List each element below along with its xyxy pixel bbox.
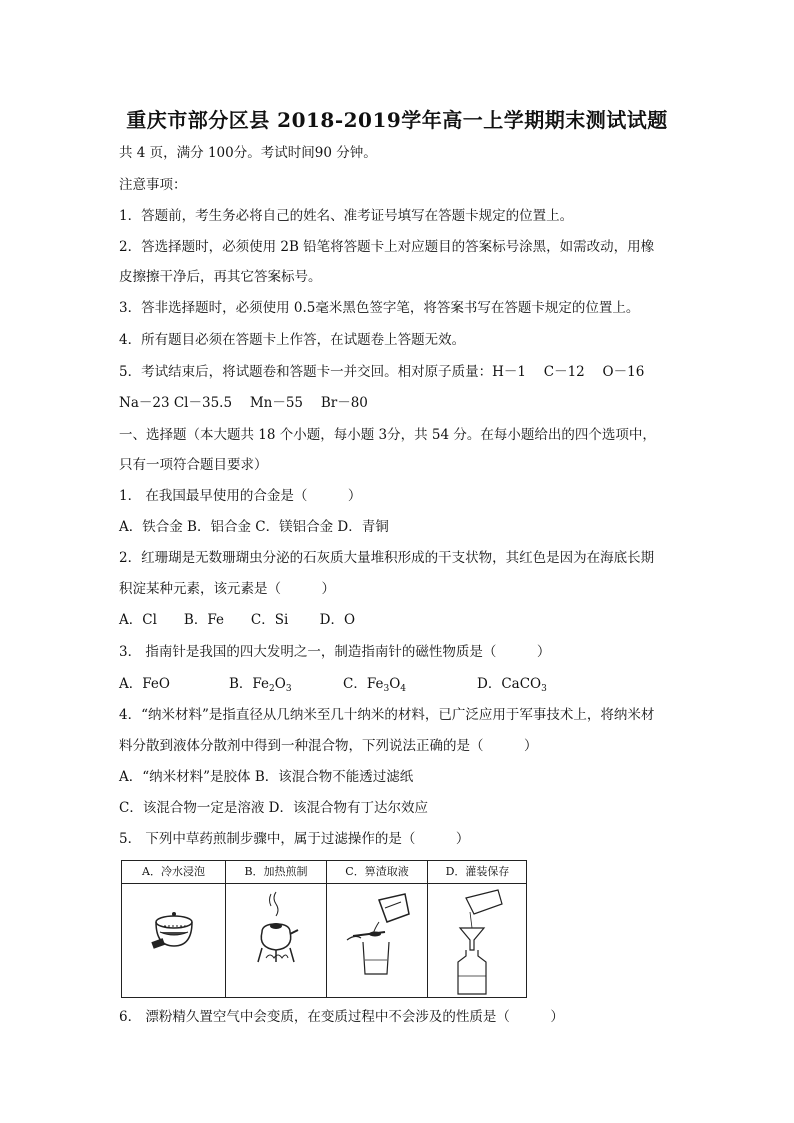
question-5-stem: 5． 下列中草药煎制步骤中，属于过滤操作的是（ ） <box>119 831 470 847</box>
question-1-stem: 1． 在我国最早使用的合金是（ ） <box>119 488 362 504</box>
straining-illustration <box>327 884 428 998</box>
figure-panel-b <box>225 861 326 997</box>
bottling-illustration <box>428 884 528 998</box>
question-2-stem: 2．红珊瑚是无数珊瑚虫分泌的石灰质大量堆积形成的干支状物，其红色是因为在海底长期 <box>119 550 655 566</box>
question-1-options: A．铁合金 B．铝合金 C．镁铝合金 D．青铜 <box>119 519 389 535</box>
notice-item: 5．考试结束后，将试题卷和答题卡一并交回。相对原子质量：H－1 C－12 O－16 <box>119 364 645 380</box>
question-3-option-b: B．$Fe_2O_3$ <box>229 676 292 694</box>
notice-item: 3．答非选择题时，必须使用 0.5毫米黑色签字笔，将答案书写在答题卡规定的位置上。 <box>119 300 640 316</box>
figure-panel-d <box>427 861 527 997</box>
notice-item: 2．答选择题时，必须使用 2B 铅笔将答题卡上对应题目的答案标号涂黑，如需改动，用橡 <box>119 239 655 255</box>
figure-header-b: B．加热煎制 <box>226 861 326 884</box>
question-4-stem: 4．“纳米材料”是指直径从几纳米至几十纳米的材料，已广泛应用于军事技术上，将纳米材 <box>119 707 655 723</box>
herbal-decoction-figure <box>121 860 527 998</box>
question-6-stem: 6． 漂粉精久置空气中会变质，在变质过程中不会涉及的性质是（ ） <box>119 1009 564 1025</box>
question-2-options: A．Cl B．Fe C．Si D．O <box>119 612 356 628</box>
atomic-masses: Na－23 Cl－35.5 Mn－55 Br－80 <box>119 395 368 411</box>
question-3-option-a: A．FeO <box>119 676 170 692</box>
notice-item: 皮擦擦干净后，再其它答案标号。 <box>119 269 322 285</box>
question-2-stem-cont: 积淀某种元素，该元素是（ ） <box>119 581 335 597</box>
question-3-stem: 3． 指南针是我国的四大发明之一，制造指南针的磁性物质是（ ） <box>119 644 551 660</box>
soaking-pot-illustration <box>122 884 225 998</box>
question-4-stem-cont: 料分散到液体分散剂中得到一种混合物，下列说法正确的是（ ） <box>119 738 538 754</box>
section-heading: 一、选择题（本大题共 18 个小题，每小题 3分，共 54 分。在每小题给出的四个选项中， <box>119 427 656 443</box>
figure-panel-c <box>326 861 427 997</box>
section-heading-cont: 只有一项符合题目要求） <box>119 457 268 473</box>
figure-header-c: C．箅渣取液 <box>327 861 427 884</box>
page-title: 重庆市部分区县 2018-2019学年高一上学期期末测试试题 <box>126 108 668 132</box>
question-3-option-d: D．CaCO$_3$ <box>477 676 547 694</box>
notice-item: 1．答题前，考生务必将自己的姓名、准考证号填写在答题卡规定的位置上。 <box>119 208 574 224</box>
exam-intro: 共 4 页，满分 100分。考试时间90 分钟。 <box>119 145 377 161</box>
question-4-options-ab: A．“纳米材料”是胶体 B．该混合物不能透过滤纸 <box>119 769 414 785</box>
heating-pot-illustration <box>226 884 327 998</box>
figure-header-a: A．冷水浸泡 <box>122 861 225 884</box>
question-3-option-c: C．$Fe_3O_4$ <box>343 676 406 694</box>
question-4-options-cd: C．该混合物一定是溶液 D．该混合物有丁达尔效应 <box>119 800 428 816</box>
notice-item: 4．所有题目必须在答题卡上作答，在试题卷上答题无效。 <box>119 332 466 348</box>
figure-panel-a <box>122 861 225 997</box>
figure-header-d: D．灌装保存 <box>428 861 527 884</box>
notice-heading: 注意事项： <box>119 177 187 193</box>
